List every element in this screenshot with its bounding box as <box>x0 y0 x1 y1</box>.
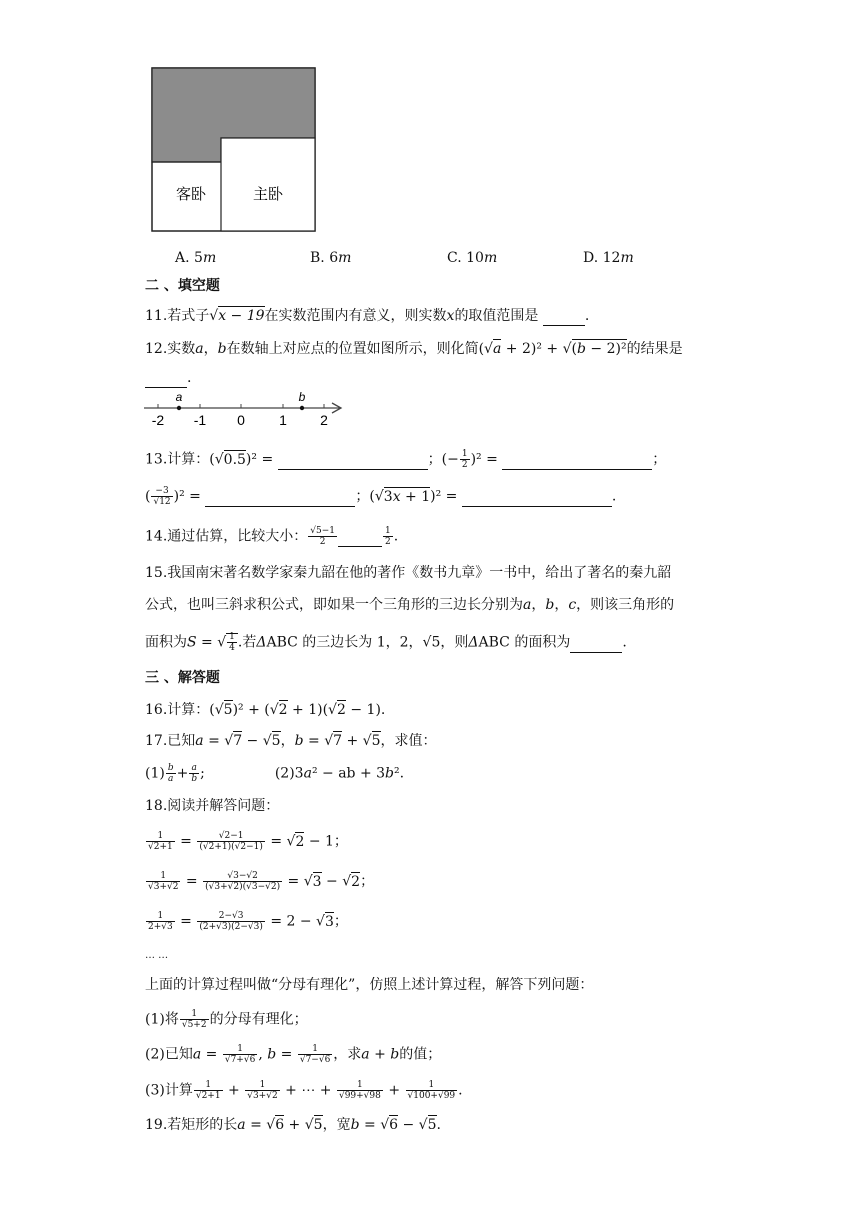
point-b-label: b <box>298 390 306 404</box>
question-17: 17.已知a = √7 − √5，b = √7 + √5，求值： <box>145 733 437 749</box>
question-15: 15.我国南宋著名数学家秦九韶在他的著作《数书九章》一书中，给出了著名的秦九韶 <box>145 565 672 581</box>
question-18-part3: (3)计算 $\frac{1}{√2+1}$ + $\frac{1}{√3+√2}$ + ⋯ + $\frac{1}{√99+√98}$ + $\frac{1}{√100+√99}$ . <box>145 1080 463 1101</box>
question-13-part2: ( $\frac{-3}{√12}$ )² = ；(√3x + 1)² = . <box>145 486 617 507</box>
question-17-parts: (1) $\frac{b}{a}$ + $\frac{a}{b}$ ; (2)3a² − ab + 3b². <box>145 763 405 784</box>
question-12: 12.实数a，b在数轴上对应点的位置如图所示，则化简(√a + 2)² + √(b − 2)²的结果是 <box>145 341 683 357</box>
option-b: B. 6m <box>310 250 352 266</box>
option-a: A. 5m <box>175 250 217 266</box>
tick-label: -1 <box>193 412 207 428</box>
question-15-line2: 公式，也叫三斜求积公式，即如果一个三角形的三边长分别为a，b，c，则该三角形的 <box>145 597 675 613</box>
question-16: 16.计算：(√5)² + (√2 + 1)(√2 − 1). <box>145 702 386 718</box>
question-12-blank: . <box>145 368 191 388</box>
example-dots: … … <box>145 950 169 961</box>
point-a-label: a <box>175 390 183 404</box>
question-13: 13.计算：(√0.5)² = ；(− $\frac{1}{2}$ )² = ； <box>145 449 667 470</box>
tick-label: -2 <box>151 412 165 428</box>
question-11: 11.若式子√x − 19在实数范围内有意义，则实数x的取值范围是 . <box>145 308 590 324</box>
example-3: $\frac{1}{2+√3}$ = $\frac{2-√3}{(2+√3)(2-√3)}$ = 2 − √3； <box>148 911 348 932</box>
section-answer: 三 、解答题 <box>145 670 220 686</box>
room-master-label: 主卧 <box>252 186 284 203</box>
room-guest-label: 客卧 <box>175 186 207 203</box>
example-1: $\frac{1}{√2+1}$ = $\frac{√2-1}{(√2+1)(√2-1)}$ = √2 − 1； <box>148 831 348 852</box>
example-2: $\frac{1}{√3+√2}$ = $\frac{√3-√2}{(√3+√2)(√3-√2)}$ = √3 − √2； <box>148 871 375 892</box>
question-18-desc: 上面的计算过程叫做“分母有理化”，仿照上述计算过程，解答下列问题： <box>145 977 594 993</box>
question-18-part2: (2)已知a = $\frac{1}{√7+√6}$ , b = $\frac{1}{√7-√6}$ ，求a + b的值； <box>145 1044 442 1065</box>
question-18: 18.阅读并解答问题： <box>145 798 280 814</box>
option-d: D. 12m <box>583 250 634 266</box>
question-14: 14.通过估算，比较大小： $\frac{√5-1}{2}$ $\frac{1}{2}$ . <box>145 526 399 547</box>
question-18-part1: (1)将 $\frac{1}{√5+2}$ 的分母有理化； <box>145 1009 308 1030</box>
floor-plan-figure <box>150 66 318 233</box>
option-c: C. 10m <box>447 250 498 266</box>
tick-label: 1 <box>279 412 287 428</box>
tick-label: 0 <box>237 412 245 428</box>
tick-label: 2 <box>320 412 328 428</box>
number-line-figure <box>142 390 347 430</box>
question-15-line3: 面积为S = √ $\frac{1}{4}$ .若ΔABC 的三边长为 1，2，√5，则ΔABC 的面积为 . <box>145 632 627 653</box>
question-19: 19.若矩形的长a = √6 + √5，宽b = √6 − √5. <box>145 1117 441 1133</box>
section-fill-blank: 二 、填空题 <box>145 278 220 294</box>
